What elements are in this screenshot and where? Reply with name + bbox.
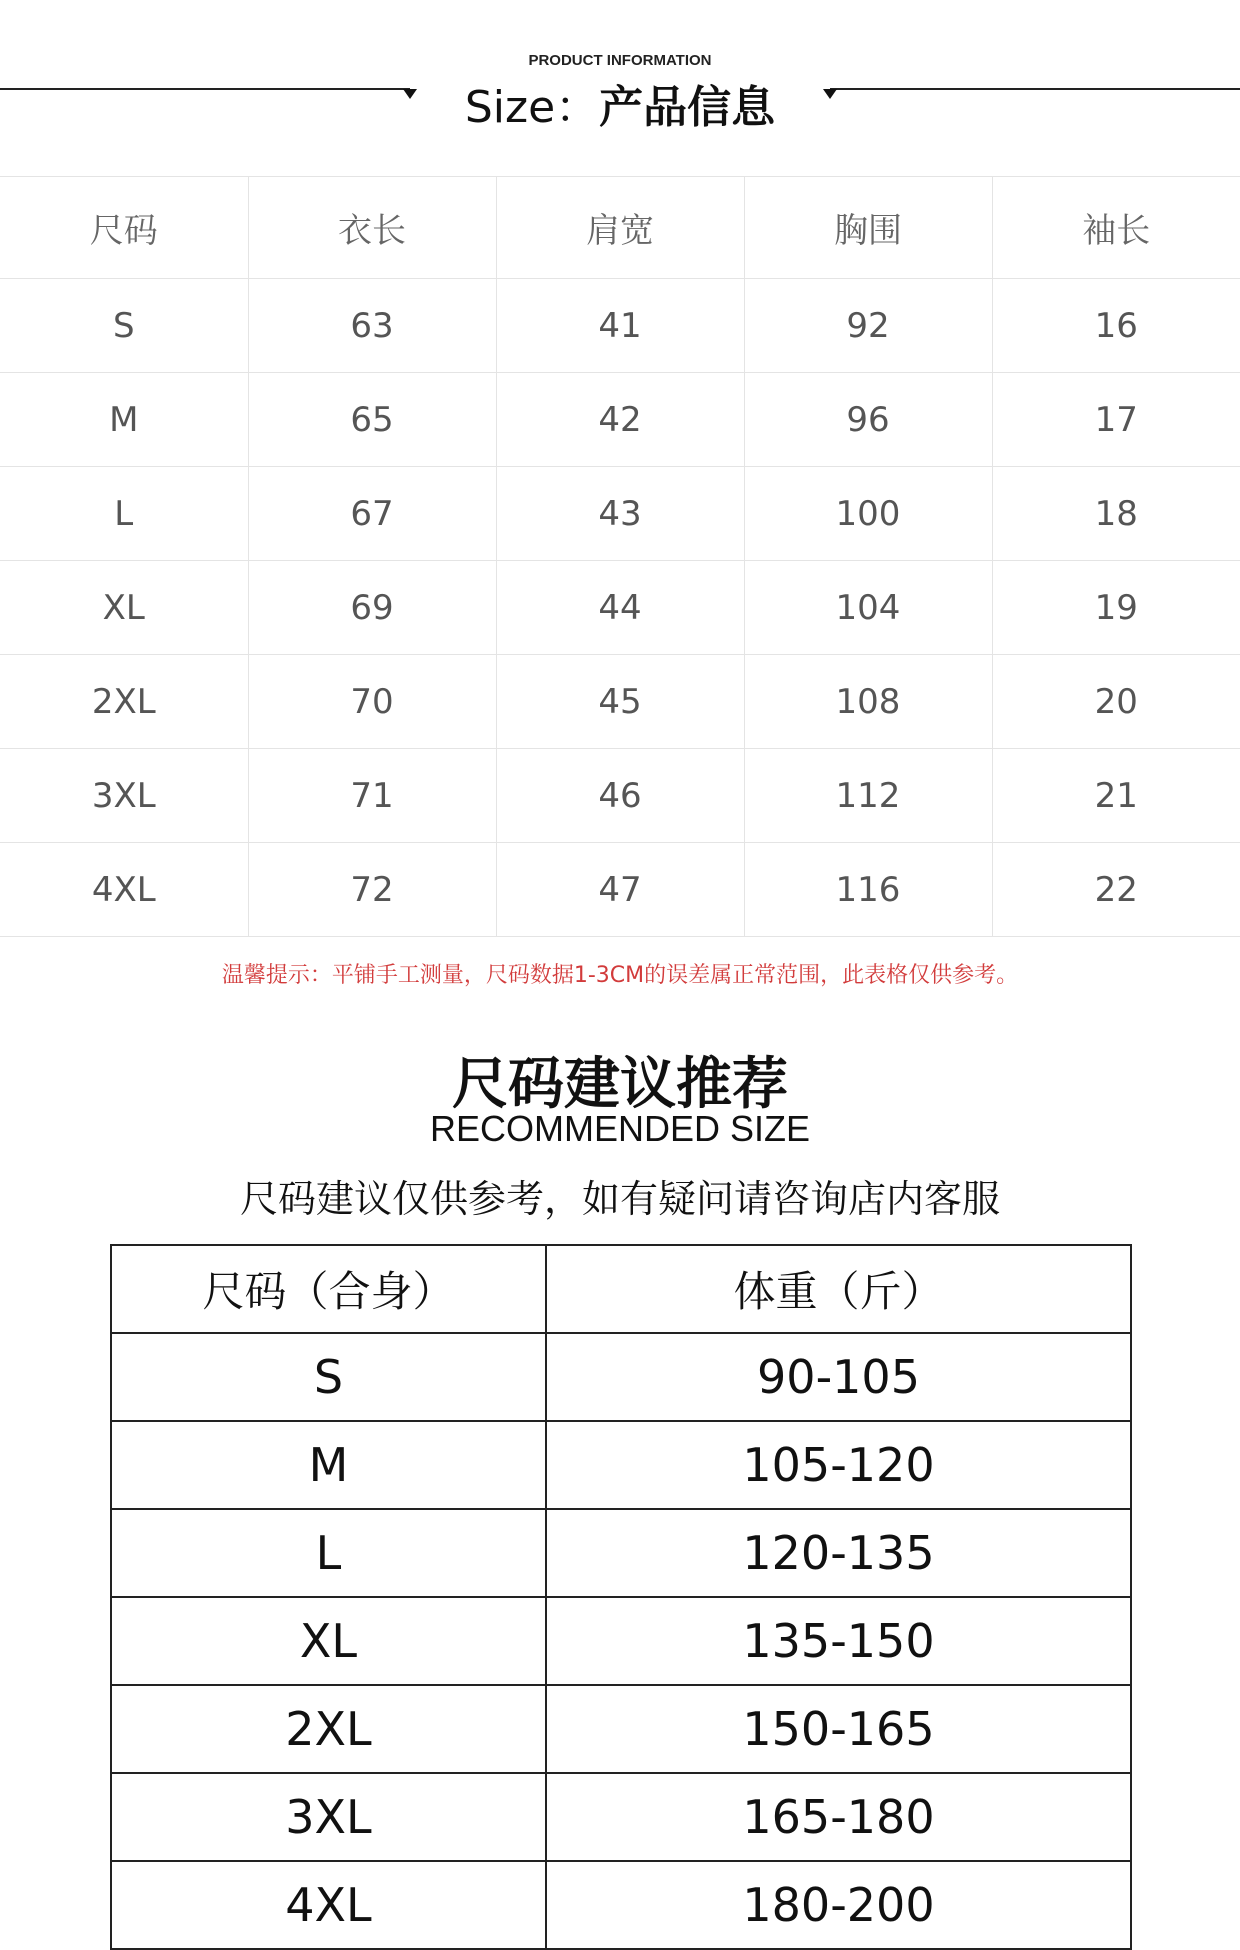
cell-chest: 116 xyxy=(744,843,992,937)
cell-sleeve: 18 xyxy=(992,467,1240,561)
cell-size: 3XL xyxy=(0,749,248,843)
cell-sleeve: 22 xyxy=(992,843,1240,937)
table-row xyxy=(111,1685,1131,1773)
cell-size: 2XL xyxy=(111,1685,546,1773)
col-header-shoulder: 肩宽 xyxy=(496,177,744,279)
page-header xyxy=(0,0,1240,150)
recommend-header-row xyxy=(111,1245,1131,1333)
cell-size: XL xyxy=(111,1597,546,1685)
cell-chest: 96 xyxy=(744,373,992,467)
cell-sleeve: 16 xyxy=(992,279,1240,373)
cell-shoulder: 42 xyxy=(496,373,744,467)
table-row xyxy=(111,1333,1131,1421)
size-chart-header-row xyxy=(0,177,1240,279)
cell-length: 71 xyxy=(248,749,496,843)
recommend-table xyxy=(110,1244,1132,1950)
cell-weight: 120-135 xyxy=(546,1509,1131,1597)
cell-shoulder: 46 xyxy=(496,749,744,843)
cell-size: 4XL xyxy=(111,1861,546,1949)
size-chart-table xyxy=(0,176,1240,937)
cell-chest: 100 xyxy=(744,467,992,561)
cell-size: 3XL xyxy=(111,1773,546,1861)
title-main-label: 产品信息 xyxy=(599,82,776,133)
table-row xyxy=(111,1509,1131,1597)
cell-length: 69 xyxy=(248,561,496,655)
table-row xyxy=(0,561,1240,655)
cell-weight: 90-105 xyxy=(546,1333,1131,1421)
cell-sleeve: 21 xyxy=(992,749,1240,843)
header-caption: PRODUCT INFORMATION xyxy=(528,52,712,69)
recommend-note: 尺码建议仅供参考，如有疑问请咨询店内客服 xyxy=(239,1177,1000,1221)
cell-size: M xyxy=(0,373,248,467)
cell-size: M xyxy=(111,1421,546,1509)
cell-weight: 135-150 xyxy=(546,1597,1131,1685)
cell-shoulder: 41 xyxy=(496,279,744,373)
recommend-subtitle: RECOMMENDED SIZE xyxy=(429,1108,811,1149)
table-row xyxy=(111,1597,1131,1685)
cell-length: 72 xyxy=(248,843,496,937)
cell-weight: 165-180 xyxy=(546,1773,1131,1861)
measurement-tip: 温馨提示：平铺手工测量，尺码数据1-3CM的误差属正常范围，此表格仅供参考。 xyxy=(221,963,1019,988)
cell-size: XL xyxy=(0,561,248,655)
cell-chest: 108 xyxy=(744,655,992,749)
cell-sleeve: 19 xyxy=(992,561,1240,655)
cell-size: 4XL xyxy=(0,843,248,937)
col-header-sleeve: 袖长 xyxy=(992,177,1240,279)
cell-sleeve: 17 xyxy=(992,373,1240,467)
page-title xyxy=(0,80,1240,136)
cell-length: 65 xyxy=(248,373,496,467)
col-header-chest: 胸围 xyxy=(744,177,992,279)
col-header-weight: 体重（斤） xyxy=(546,1245,1131,1333)
cell-length: 70 xyxy=(248,655,496,749)
cell-size: L xyxy=(0,467,248,561)
cell-chest: 104 xyxy=(744,561,992,655)
table-row xyxy=(0,655,1240,749)
cell-size: L xyxy=(111,1509,546,1597)
table-row xyxy=(0,373,1240,467)
cell-shoulder: 45 xyxy=(496,655,744,749)
cell-sleeve: 20 xyxy=(992,655,1240,749)
cell-length: 67 xyxy=(248,467,496,561)
table-row xyxy=(0,749,1240,843)
table-row xyxy=(0,843,1240,937)
cell-chest: 92 xyxy=(744,279,992,373)
recommend-title: 尺码建议推荐 xyxy=(452,1052,788,1117)
cell-size: S xyxy=(0,279,248,373)
cell-chest: 112 xyxy=(744,749,992,843)
table-row xyxy=(111,1773,1131,1861)
cell-weight: 180-200 xyxy=(546,1861,1131,1949)
cell-shoulder: 43 xyxy=(496,467,744,561)
table-row xyxy=(0,467,1240,561)
cell-weight: 105-120 xyxy=(546,1421,1131,1509)
table-row xyxy=(111,1421,1131,1509)
col-header-size: 尺码 xyxy=(0,177,248,279)
cell-length: 63 xyxy=(248,279,496,373)
col-header-length: 衣长 xyxy=(248,177,496,279)
title-size-label: Size： xyxy=(464,82,600,133)
cell-shoulder: 44 xyxy=(496,561,744,655)
cell-size: S xyxy=(111,1333,546,1421)
cell-shoulder: 47 xyxy=(496,843,744,937)
table-row xyxy=(0,279,1240,373)
cell-weight: 150-165 xyxy=(546,1685,1131,1773)
col-header-fit-size: 尺码（合身） xyxy=(111,1245,546,1333)
table-row xyxy=(111,1861,1131,1949)
cell-size: 2XL xyxy=(0,655,248,749)
